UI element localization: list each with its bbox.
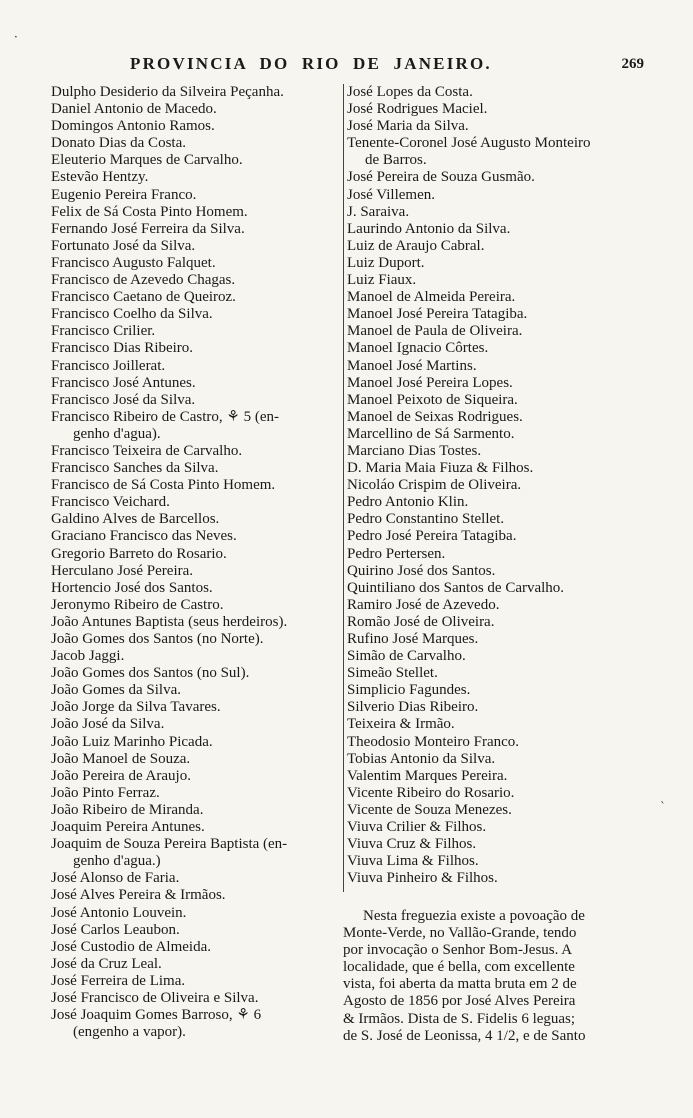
entry-continuation: de Barros. bbox=[365, 152, 427, 169]
entry-line: Viuva Crilier & Filhos. bbox=[347, 819, 487, 836]
list-entry bbox=[51, 768, 340, 785]
list-entry bbox=[51, 375, 340, 392]
entry-continuation: genho d'agua). bbox=[73, 425, 161, 442]
list-entry bbox=[51, 323, 340, 340]
list-entry bbox=[51, 409, 340, 443]
running-title: PROVINCIA DO RIO DE JANEIRO. bbox=[130, 54, 492, 73]
list-entry bbox=[51, 699, 340, 716]
paragraph-line: Monte-Verde, no Vallão-Grande, tendo bbox=[343, 925, 577, 942]
list-entry bbox=[51, 990, 340, 1007]
list-entry bbox=[347, 306, 647, 323]
entry-line: Marcellino de Sá Sarmento. bbox=[347, 425, 515, 442]
list-entry bbox=[347, 785, 647, 802]
list-entry bbox=[347, 716, 647, 733]
entry-line: José Villemen. bbox=[347, 186, 435, 203]
list-entry bbox=[51, 443, 340, 460]
entry-line: Joaquim Pereira Antunes. bbox=[51, 819, 205, 836]
entry-line: Tobias Antonio da Silva. bbox=[347, 750, 496, 767]
description-paragraph bbox=[343, 908, 643, 1045]
list-entry bbox=[347, 340, 647, 357]
entry-line: Pedro Constantino Stellet. bbox=[347, 511, 505, 528]
list-entry bbox=[51, 135, 340, 152]
list-entry bbox=[51, 922, 340, 939]
entry-line: João Luiz Marinho Picada. bbox=[51, 733, 213, 750]
list-entry bbox=[51, 392, 340, 409]
entry-line: Francisco Ribeiro de Castro, ⚘ 5 (en- bbox=[51, 408, 279, 425]
entry-line: Ramiro José de Azevedo. bbox=[347, 596, 500, 613]
entry-line: Marciano Dias Tostes. bbox=[347, 442, 482, 459]
entry-line: Viuva Pinheiro & Filhos. bbox=[347, 870, 498, 887]
list-entry bbox=[51, 973, 340, 990]
entry-line: José Rodrigues Maciel. bbox=[347, 101, 488, 118]
entry-line: Laurindo Antonio da Silva. bbox=[347, 220, 511, 237]
entry-line: Manoel José Pereira Tatagiba. bbox=[347, 306, 528, 323]
entry-line: João José da Silva. bbox=[51, 716, 165, 733]
entry-line: Luiz Fiaux. bbox=[347, 272, 417, 289]
list-entry bbox=[51, 631, 340, 648]
page-number: 269 bbox=[621, 56, 644, 72]
entry-line: Francisco Caetano de Queiroz. bbox=[51, 289, 236, 306]
entry-line: José Pereira de Souza Gusmão. bbox=[347, 169, 535, 186]
paragraph-line: & Irmãos. Dista de S. Fidelis 6 leguas; bbox=[343, 1010, 576, 1027]
list-entry bbox=[347, 682, 647, 699]
entry-line: José da Cruz Leal. bbox=[51, 955, 162, 972]
entry-line: Teixeira & Irmão. bbox=[347, 716, 455, 733]
entry-line: Tenente-Coronel José Augusto Monteiro bbox=[347, 135, 591, 152]
list-entry bbox=[51, 819, 340, 836]
entry-line: João Jorge da Silva Tavares. bbox=[51, 699, 221, 716]
list-entry bbox=[347, 648, 647, 665]
list-entry bbox=[347, 614, 647, 631]
list-entry bbox=[347, 289, 647, 306]
list-entry bbox=[51, 187, 340, 204]
list-entry bbox=[347, 118, 647, 135]
list-entry bbox=[51, 169, 340, 186]
left-column bbox=[51, 84, 340, 1041]
entry-line: Theodosio Monteiro Franco. bbox=[347, 733, 520, 750]
list-entry bbox=[51, 477, 340, 494]
list-entry bbox=[51, 272, 340, 289]
entry-line: Manoel José Martins. bbox=[347, 357, 477, 374]
entry-line: Silverio Dias Ribeiro. bbox=[347, 699, 479, 716]
entry-line: Luiz Duport. bbox=[347, 254, 425, 271]
list-entry bbox=[51, 511, 340, 528]
paragraph-line: Nesta freguezia existe a povoação de bbox=[363, 908, 585, 924]
entry-line: Vicente Ribeiro do Rosario. bbox=[347, 784, 515, 801]
entry-line: João Gomes dos Santos (no Norte). bbox=[51, 631, 264, 647]
entry-line: José Custodio de Almeida. bbox=[51, 938, 211, 955]
list-entry bbox=[51, 289, 340, 306]
entry-line: José Francisco de Oliveira e Silva. bbox=[51, 989, 259, 1006]
list-entry bbox=[347, 101, 647, 118]
entry-line: José Lopes da Costa. bbox=[347, 84, 473, 100]
paragraph-line: Agosto de 1856 por José Alves Pereira bbox=[343, 993, 576, 1010]
entry-line: João Pereira de Araujo. bbox=[51, 767, 191, 784]
list-entry bbox=[51, 563, 340, 580]
list-entry bbox=[51, 716, 340, 733]
entry-line: João Ribeiro de Miranda. bbox=[51, 801, 204, 818]
list-entry bbox=[51, 546, 340, 563]
list-entry bbox=[347, 528, 647, 545]
right-column bbox=[343, 84, 647, 892]
list-entry bbox=[51, 751, 340, 768]
list-entry bbox=[51, 255, 340, 272]
entry-line: Francisco José Antunes. bbox=[51, 374, 196, 391]
entry-line: Francisco Dias Ribeiro. bbox=[51, 340, 194, 357]
list-entry bbox=[347, 870, 647, 887]
list-entry bbox=[51, 118, 340, 135]
entry-line: Francisco Augusto Falquet. bbox=[51, 254, 216, 271]
entry-line: Francisco Veichard. bbox=[51, 494, 170, 511]
entry-line: José Maria da Silva. bbox=[347, 118, 469, 135]
list-entry bbox=[51, 870, 340, 887]
entry-line: Manoel Peixoto de Siqueira. bbox=[347, 391, 518, 408]
list-entry bbox=[51, 238, 340, 255]
entry-line: Fortunato José da Silva. bbox=[51, 237, 196, 254]
paragraph-line: localidade, que é bella, com excellente bbox=[343, 959, 575, 976]
entry-line: Simão de Carvalho. bbox=[347, 648, 466, 665]
entry-line: José Joaquim Gomes Barroso, ⚘ 6 bbox=[51, 1007, 262, 1024]
entry-line: Manoel de Almeida Pereira. bbox=[347, 289, 516, 306]
entry-line: Daniel Antonio de Macedo. bbox=[51, 101, 217, 118]
entry-line: Francisco de Azevedo Chagas. bbox=[51, 272, 236, 289]
list-entry bbox=[347, 665, 647, 682]
entry-line: Eugenio Pereira Franco. bbox=[51, 186, 197, 203]
entry-line: Manoel de Paula de Oliveira. bbox=[347, 323, 523, 340]
list-entry bbox=[347, 426, 647, 443]
list-entry bbox=[347, 580, 647, 597]
entry-line: João Gomes dos Santos (no Sul). bbox=[51, 665, 250, 682]
entry-line: José Alonso de Faria. bbox=[51, 870, 180, 887]
list-entry bbox=[347, 392, 647, 409]
entry-line: Galdino Alves de Barcellos. bbox=[51, 511, 220, 528]
paragraph-line: vista, foi aberta da matta bruta em 2 de bbox=[343, 976, 577, 993]
entry-line: José Alves Pereira & Irmãos. bbox=[51, 887, 226, 904]
list-entry bbox=[347, 477, 647, 494]
list-entry bbox=[51, 460, 340, 477]
entry-continuation: (engenho a vapor). bbox=[73, 1024, 186, 1041]
list-entry bbox=[51, 101, 340, 118]
entry-line: Graciano Francisco das Neves. bbox=[51, 528, 237, 545]
entry-line: Felix de Sá Costa Pinto Homem. bbox=[51, 203, 248, 220]
list-entry bbox=[51, 682, 340, 699]
list-entry bbox=[347, 734, 647, 751]
entry-line: Quirino José dos Santos. bbox=[347, 562, 496, 579]
entry-line: José Carlos Leaubon. bbox=[51, 921, 180, 938]
list-entry bbox=[51, 614, 340, 631]
list-entry bbox=[347, 836, 647, 853]
entry-line: Viuva Lima & Filhos. bbox=[347, 853, 479, 870]
paragraph-line: de S. José de Leonissa, 4 1/2, e de Santo bbox=[343, 1027, 586, 1044]
list-entry bbox=[347, 563, 647, 580]
entry-line: J. Saraiva. bbox=[347, 203, 410, 220]
list-entry bbox=[347, 802, 647, 819]
list-entry bbox=[51, 528, 340, 545]
entry-line: Pedro Pertersen. bbox=[347, 545, 446, 562]
entry-line: Domingos Antonio Ramos. bbox=[51, 118, 215, 135]
list-entry bbox=[347, 631, 647, 648]
list-entry bbox=[347, 751, 647, 768]
entry-line: Francisco Crilier. bbox=[51, 323, 156, 340]
list-entry bbox=[347, 84, 647, 101]
list-entry bbox=[51, 665, 340, 682]
entry-line: Simeão Stellet. bbox=[347, 665, 438, 682]
entry-line: José Antonio Louvein. bbox=[51, 904, 187, 921]
entry-line: Herculano José Pereira. bbox=[51, 562, 194, 579]
entry-line: Donato Dias da Costa. bbox=[51, 135, 186, 152]
list-entry bbox=[347, 546, 647, 563]
entry-line: Romão José de Oliveira. bbox=[347, 613, 495, 630]
entry-line: Simplicio Fagundes. bbox=[347, 682, 471, 699]
list-entry bbox=[347, 597, 647, 614]
list-entry bbox=[347, 494, 647, 511]
entry-line: Joaquim de Souza Pereira Baptista (en- bbox=[51, 836, 288, 853]
list-entry bbox=[347, 443, 647, 460]
entry-line: Gregorio Barreto do Rosario. bbox=[51, 545, 227, 562]
list-entry bbox=[51, 580, 340, 597]
entry-line: Estevão Hentzy. bbox=[51, 169, 149, 186]
list-entry bbox=[347, 511, 647, 528]
list-entry bbox=[51, 905, 340, 922]
margin-mark: · bbox=[14, 30, 18, 44]
entry-line: João Pinto Ferraz. bbox=[51, 784, 160, 801]
entry-line: Manoel Ignacio Côrtes. bbox=[347, 340, 489, 357]
entry-line: Francisco de Sá Costa Pinto Homem. bbox=[51, 477, 276, 494]
entry-line: Dulpho Desiderio da Silveira Peçanha. bbox=[51, 84, 284, 100]
list-entry bbox=[51, 204, 340, 221]
list-entry bbox=[347, 135, 647, 169]
list-entry bbox=[51, 836, 340, 870]
entry-line: Valentim Marques Pereira. bbox=[347, 767, 508, 784]
entry-line: Hortencio José dos Santos. bbox=[51, 579, 213, 596]
list-entry bbox=[51, 939, 340, 956]
entry-line: Francisco José da Silva. bbox=[51, 391, 196, 408]
list-entry bbox=[347, 272, 647, 289]
list-entry bbox=[51, 734, 340, 751]
list-entry bbox=[347, 255, 647, 272]
list-entry bbox=[51, 785, 340, 802]
list-entry bbox=[347, 699, 647, 716]
entry-line: Jeronymo Ribeiro de Castro. bbox=[51, 596, 224, 613]
entry-line: João Gomes da Silva. bbox=[51, 682, 181, 699]
entry-line: Francisco Teixeira de Carvalho. bbox=[51, 442, 243, 459]
entry-line: Vicente de Souza Menezes. bbox=[347, 801, 512, 818]
list-entry bbox=[347, 187, 647, 204]
paragraph-line: por invocação o Senhor Bom-Jesus. A bbox=[343, 942, 573, 959]
list-entry bbox=[347, 323, 647, 340]
list-entry bbox=[347, 238, 647, 255]
list-entry bbox=[51, 1007, 340, 1041]
list-entry bbox=[51, 802, 340, 819]
entry-line: Fernando José Ferreira da Silva. bbox=[51, 220, 245, 237]
entry-line: Quintiliano dos Santos de Carvalho. bbox=[347, 579, 565, 596]
entry-line: Pedro Antonio Klin. bbox=[347, 494, 469, 511]
entry-line: Francisco Coelho da Silva. bbox=[51, 306, 213, 323]
entry-line: Luiz de Araujo Cabral. bbox=[347, 237, 485, 254]
entry-continuation: genho d'agua.) bbox=[73, 853, 161, 870]
list-entry bbox=[51, 358, 340, 375]
list-entry bbox=[347, 204, 647, 221]
list-entry bbox=[347, 819, 647, 836]
list-entry bbox=[347, 853, 647, 870]
margin-mark: ˋ bbox=[660, 800, 666, 814]
list-entry bbox=[51, 340, 340, 357]
entry-line: Rufino José Marques. bbox=[347, 631, 479, 647]
list-entry bbox=[51, 84, 340, 101]
list-entry bbox=[347, 409, 647, 426]
entry-line: Francisco Sanches da Silva. bbox=[51, 460, 219, 477]
page-header bbox=[60, 54, 650, 80]
entry-line: Viuva Cruz & Filhos. bbox=[347, 836, 477, 853]
list-entry bbox=[51, 956, 340, 973]
entry-line: D. Maria Maia Fiuza & Filhos. bbox=[347, 460, 534, 477]
entry-line: Manoel de Seixas Rodrigues. bbox=[347, 408, 523, 425]
list-entry bbox=[347, 169, 647, 186]
list-entry bbox=[347, 358, 647, 375]
list-entry bbox=[51, 597, 340, 614]
list-entry bbox=[51, 152, 340, 169]
list-entry bbox=[347, 768, 647, 785]
entry-line: Jacob Jaggi. bbox=[51, 648, 125, 665]
entry-line: Francisco Joillerat. bbox=[51, 357, 166, 374]
list-entry bbox=[51, 221, 340, 238]
list-entry bbox=[51, 887, 340, 904]
entry-line: João Antunes Baptista (seus herdeiros). bbox=[51, 613, 288, 630]
list-entry bbox=[347, 460, 647, 477]
list-entry bbox=[347, 375, 647, 392]
entry-line: Pedro José Pereira Tatagiba. bbox=[347, 528, 517, 545]
entry-line: Eleuterio Marques de Carvalho. bbox=[51, 152, 243, 169]
entry-line: Nicoláo Crispim de Oliveira. bbox=[347, 477, 522, 494]
list-entry bbox=[347, 221, 647, 238]
list-entry bbox=[51, 648, 340, 665]
list-entry bbox=[51, 306, 340, 323]
entry-line: José Ferreira de Lima. bbox=[51, 972, 186, 989]
list-entry bbox=[51, 494, 340, 511]
entry-line: João Manoel de Souza. bbox=[51, 750, 191, 767]
entry-line: Manoel José Pereira Lopes. bbox=[347, 374, 513, 391]
